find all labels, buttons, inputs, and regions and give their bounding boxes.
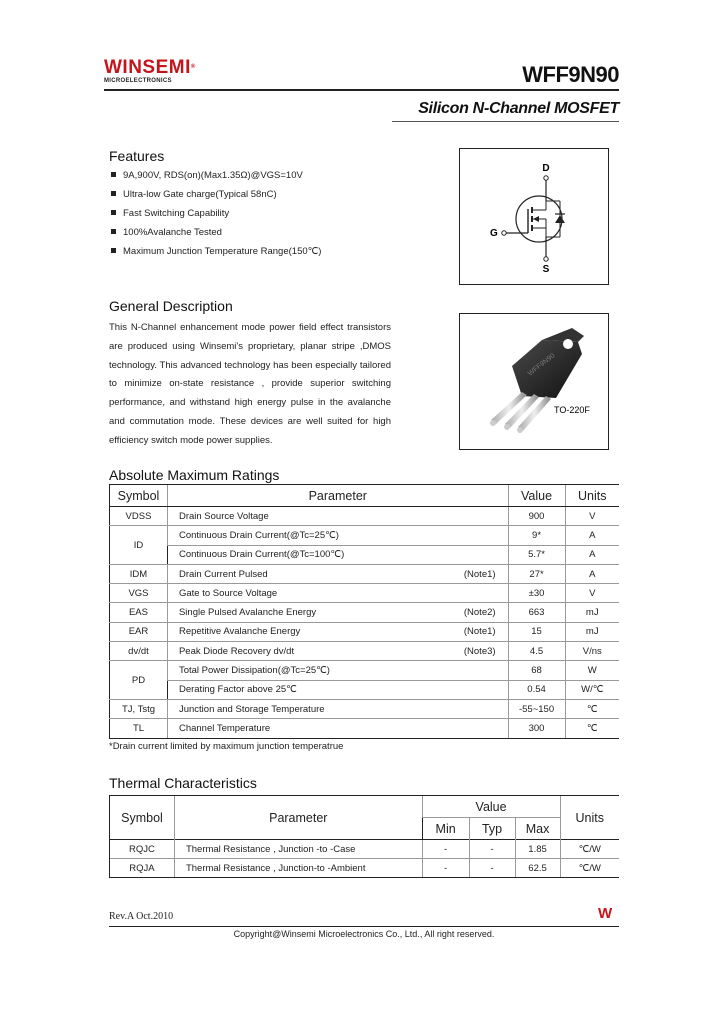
table-row — [110, 642, 620, 661]
cell-symbol: VGS — [110, 584, 168, 603]
package-marking: WFF9N90 — [526, 352, 557, 378]
cell-parameter: Thermal Resistance , Junction-to -Ambient — [174, 859, 422, 878]
cell-unit: ℃/W — [560, 859, 619, 878]
header-symbol: Symbol — [110, 796, 175, 840]
mosfet-symbol-box — [459, 148, 609, 285]
package-image-box — [459, 313, 609, 450]
cell-note: (Note1) — [463, 568, 496, 580]
cell-typ: - — [469, 840, 515, 859]
table-header-row — [110, 485, 620, 507]
cell-value: 5.7* — [508, 545, 565, 564]
bullet-icon — [111, 210, 116, 215]
table-row — [110, 507, 620, 526]
cell-value: ±30 — [508, 584, 565, 603]
to220f-package-icon — [460, 314, 608, 449]
cell-note: (Note3) — [463, 645, 496, 657]
cell-unit: ℃/W — [560, 840, 619, 859]
bullet-icon — [111, 229, 116, 234]
header-parameter: Parameter — [174, 796, 422, 840]
cell-value: 9* — [508, 526, 565, 545]
logo-text: WINSEMI® — [104, 57, 196, 78]
revision-text: Rev.A Oct.2010 — [109, 911, 174, 922]
amr-footnote: *Drain current limited by maximum junction temperatrue — [109, 741, 344, 752]
cell-note: (Note2) — [463, 607, 496, 619]
header-symbol: Symbol — [110, 485, 168, 507]
header-units: Units — [565, 485, 619, 507]
cell-unit: A — [565, 526, 619, 545]
cell-parameter: Repetitive Avalanche Energy (Note1) — [167, 622, 508, 641]
cell-parameter: Thermal Resistance , Junction -to -Case — [174, 840, 422, 859]
cell-symbol: TJ, Tstg — [110, 699, 168, 718]
cell-parameter: Single Pulsed Avalanche Energy (Note2) — [167, 603, 508, 622]
cell-unit: V — [565, 584, 619, 603]
table-row — [110, 661, 620, 680]
amr-table — [109, 484, 619, 739]
footer-divider — [109, 926, 619, 927]
description-text: This N-Channel enhancement mode power field effect transistors are produced using Winsemi's proprietary, planar stripe ,DMOS technology. This advanced technology has been especially tailored to minimize on-state resistance , provide superior switching performance, and withstand high energy pulse in the avalanche and commutation mode. These devices are well suited for high efficiency switch mode power supplies. — [109, 322, 391, 446]
cell-unit: W — [565, 661, 619, 680]
header-max: Max — [515, 818, 560, 840]
table-row — [110, 564, 620, 583]
footer-logo-icon: W — [598, 905, 613, 922]
cell-typ: - — [469, 859, 515, 878]
winsemi-logo — [104, 58, 196, 85]
cell-value: 0.54 — [508, 680, 565, 699]
cell-parameter: Continuous Drain Current(@Tc=100℃) — [167, 545, 508, 564]
cell-symbol: TL — [110, 719, 168, 738]
cell-parameter: Gate to Source Voltage — [167, 584, 508, 603]
cell-min: - — [422, 859, 469, 878]
feature-item: Maximum Junction Temperature Range(150℃) — [111, 246, 321, 257]
header-value: Value — [508, 485, 565, 507]
cell-parameter: Junction and Storage Temperature — [167, 699, 508, 718]
features-heading: Features — [109, 148, 165, 164]
cell-min: - — [422, 840, 469, 859]
feature-item: Fast Switching Capability — [111, 208, 229, 219]
table-row — [110, 622, 620, 641]
cell-unit: mJ — [565, 603, 619, 622]
part-number: WFF9N90 — [522, 62, 619, 87]
copyright-text: Copyright@Winsemi Microelectronics Co., Ltd., All right reserved. — [233, 929, 495, 939]
header-parameter: Parameter — [167, 485, 508, 507]
header-value: Value — [422, 796, 560, 818]
table-row — [110, 680, 620, 699]
table-row — [110, 584, 620, 603]
cell-value: 27* — [508, 564, 565, 583]
feature-item: Ultra-low Gate charge(Typical 58nC) — [111, 189, 277, 200]
device-subtitle: Silicon N-Channel MOSFET — [418, 100, 619, 117]
cell-max: 1.85 — [515, 840, 560, 859]
cell-unit: V/ns — [565, 642, 619, 661]
bullet-icon — [111, 248, 116, 253]
gate-label: G — [490, 228, 498, 239]
description-heading: General Description — [109, 298, 233, 314]
cell-symbol: PD — [110, 661, 168, 700]
table-row — [110, 840, 620, 859]
header-divider — [104, 89, 619, 91]
table-row — [110, 859, 620, 878]
cell-parameter: Continuous Drain Current(@Tc=25℃) — [167, 526, 508, 545]
subtitle-underline — [392, 121, 619, 122]
feature-item: 9A,900V, RDS(on)(Max1.35Ω)@VGS=10V — [111, 170, 303, 181]
thermal-heading: Thermal Characteristics — [109, 775, 257, 791]
cell-parameter: Channel Temperature — [167, 719, 508, 738]
cell-parameter: Total Power Dissipation(@Tc=25℃) — [167, 661, 508, 680]
cell-symbol: EAR — [110, 622, 168, 641]
cell-parameter: Derating Factor above 25℃ — [167, 680, 508, 699]
cell-value: 68 — [508, 661, 565, 680]
cell-unit: ℃ — [565, 699, 619, 718]
thermal-table — [109, 795, 619, 878]
table-row — [110, 603, 620, 622]
cell-unit: A — [565, 545, 619, 564]
cell-note: (Note1) — [463, 626, 496, 638]
bullet-icon — [111, 172, 116, 177]
logo-subtext: MICROELECTRONICS — [104, 78, 172, 84]
cell-max: 62.5 — [515, 859, 560, 878]
source-label: S — [542, 264, 550, 275]
table-row — [110, 719, 620, 738]
cell-unit: mJ — [565, 622, 619, 641]
table-row — [110, 699, 620, 718]
table-row — [110, 526, 620, 545]
cell-symbol: EAS — [110, 603, 168, 622]
cell-unit: ℃ — [565, 719, 619, 738]
drain-label: D — [542, 163, 550, 174]
cell-symbol: dv/dt — [110, 642, 168, 661]
cell-value: 300 — [508, 719, 565, 738]
amr-heading: Absolute Maximum Ratings — [109, 467, 280, 483]
feature-item: 100%Avalanche Tested — [111, 227, 222, 238]
mosfet-symbol-icon — [460, 149, 608, 284]
cell-unit: A — [565, 564, 619, 583]
header-units: Units — [560, 796, 619, 840]
cell-unit: W/℃ — [565, 680, 619, 699]
cell-value: 4.5 — [508, 642, 565, 661]
table-header-row — [110, 796, 620, 818]
cell-value: -55~150 — [508, 699, 565, 718]
header-typ: Typ — [469, 818, 515, 840]
cell-symbol: IDM — [110, 564, 168, 583]
header-min: Min — [422, 818, 469, 840]
cell-symbol: RQJA — [110, 859, 175, 878]
bullet-icon — [111, 191, 116, 196]
cell-unit: V — [565, 507, 619, 526]
cell-symbol: VDSS — [110, 507, 168, 526]
cell-value: 15 — [508, 622, 565, 641]
table-row — [110, 545, 620, 564]
cell-parameter: Drain Current Pulsed (Note1) — [167, 564, 508, 583]
cell-value: 900 — [508, 507, 565, 526]
cell-value: 663 — [508, 603, 565, 622]
cell-symbol: ID — [110, 526, 168, 565]
cell-parameter: Drain Source Voltage — [167, 507, 508, 526]
package-label: TO-220F — [554, 405, 590, 415]
cell-symbol: RQJC — [110, 840, 175, 859]
cell-parameter: Peak Diode Recovery dv/dt (Note3) — [167, 642, 508, 661]
